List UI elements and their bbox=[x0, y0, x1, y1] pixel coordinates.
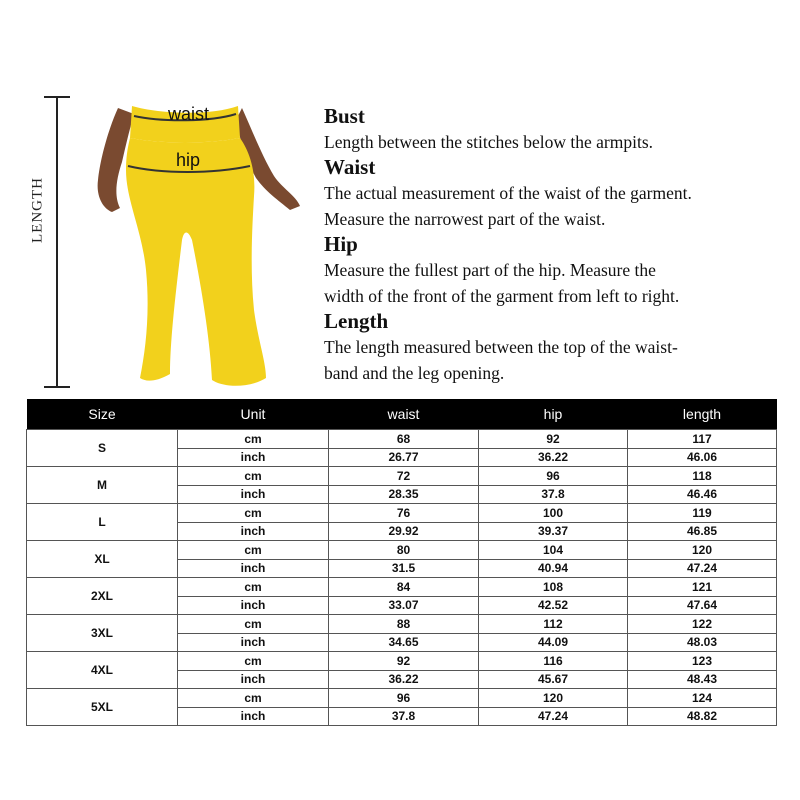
length-heading: Length bbox=[324, 309, 389, 333]
size-cell: 4XL bbox=[27, 652, 178, 689]
size-cell: XL bbox=[27, 541, 178, 578]
table-row bbox=[27, 541, 777, 560]
waist-cell: 88 bbox=[329, 615, 479, 634]
hip-cell: 37.8 bbox=[479, 485, 628, 504]
length-cell: 48.43 bbox=[628, 670, 777, 689]
size-cell: S bbox=[27, 430, 178, 467]
hip-text-2: width of the front of the garment from left to right. bbox=[324, 286, 680, 306]
waist-cell: 84 bbox=[329, 578, 479, 597]
waist-text-2: Measure the narrowest part of the waist. bbox=[324, 209, 606, 229]
size-cell: L bbox=[27, 504, 178, 541]
table-body bbox=[27, 430, 777, 726]
waist-cell: 28.35 bbox=[329, 485, 479, 504]
waist-cell: 37.8 bbox=[329, 707, 479, 726]
length-cell: 117 bbox=[628, 430, 777, 449]
length-text-1: The length measured between the top of the waist- bbox=[324, 337, 678, 357]
hip-cell: 116 bbox=[479, 652, 628, 671]
unit-cell: inch bbox=[178, 707, 329, 726]
length-cell: 46.06 bbox=[628, 448, 777, 467]
length-cell: 46.46 bbox=[628, 485, 777, 504]
hip-cell: 47.24 bbox=[479, 707, 628, 726]
size-table bbox=[26, 399, 777, 726]
waist-cell: 34.65 bbox=[329, 633, 479, 652]
waist-heading: Waist bbox=[324, 155, 376, 179]
ruler-label: LENGTH bbox=[29, 177, 46, 243]
size-cell: 3XL bbox=[27, 615, 178, 652]
table-row bbox=[27, 615, 777, 634]
pants-body-shape bbox=[126, 138, 266, 386]
ruler-bottom-cap bbox=[44, 386, 70, 388]
unit-cell: inch bbox=[178, 448, 329, 467]
hip-cell: 112 bbox=[479, 615, 628, 634]
waist-cell: 80 bbox=[329, 541, 479, 560]
length-ruler bbox=[44, 96, 70, 388]
hip-cell: 96 bbox=[479, 467, 628, 486]
table-row bbox=[27, 578, 777, 597]
waist-label: waist bbox=[168, 104, 210, 124]
waist-cell: 76 bbox=[329, 504, 479, 523]
hip-cell: 39.37 bbox=[479, 522, 628, 541]
hip-cell: 120 bbox=[479, 689, 628, 708]
length-cell: 119 bbox=[628, 504, 777, 523]
unit-cell: cm bbox=[178, 467, 329, 486]
waist-text-1: The actual measurement of the waist of the garment. bbox=[324, 183, 692, 203]
waist-cell: 26.77 bbox=[329, 448, 479, 467]
unit-cell: cm bbox=[178, 689, 329, 708]
pants-illustration bbox=[90, 100, 310, 392]
size-cell: M bbox=[27, 467, 178, 504]
header-length: length bbox=[628, 399, 777, 430]
unit-cell: cm bbox=[178, 430, 329, 449]
length-cell: 47.24 bbox=[628, 559, 777, 578]
unit-cell: inch bbox=[178, 633, 329, 652]
unit-cell: inch bbox=[178, 596, 329, 615]
length-cell: 118 bbox=[628, 467, 777, 486]
bust-section bbox=[324, 104, 794, 155]
bust-text-1: Length between the stitches below the armpits. bbox=[324, 132, 654, 152]
length-cell: 124 bbox=[628, 689, 777, 708]
unit-cell: inch bbox=[178, 670, 329, 689]
length-text-2: band and the leg opening. bbox=[324, 363, 505, 383]
hip-cell: 42.52 bbox=[479, 596, 628, 615]
length-cell: 48.82 bbox=[628, 707, 777, 726]
size-chart bbox=[26, 399, 776, 726]
size-cell: 2XL bbox=[27, 578, 178, 615]
waist-section bbox=[324, 155, 794, 232]
unit-cell: cm bbox=[178, 615, 329, 634]
length-cell: 46.85 bbox=[628, 522, 777, 541]
unit-cell: cm bbox=[178, 541, 329, 560]
header-size: Size bbox=[27, 399, 178, 430]
length-cell: 48.03 bbox=[628, 633, 777, 652]
table-row bbox=[27, 504, 777, 523]
hip-cell: 92 bbox=[479, 430, 628, 449]
pants-figure bbox=[90, 100, 310, 392]
table-row bbox=[27, 652, 777, 671]
waist-cell: 92 bbox=[329, 652, 479, 671]
length-cell: 120 bbox=[628, 541, 777, 560]
header-waist: waist bbox=[329, 399, 479, 430]
hip-cell: 108 bbox=[479, 578, 628, 597]
waist-cell: 36.22 bbox=[329, 670, 479, 689]
hip-heading: Hip bbox=[324, 232, 358, 256]
waist-cell: 68 bbox=[329, 430, 479, 449]
waist-cell: 72 bbox=[329, 467, 479, 486]
hip-cell: 40.94 bbox=[479, 559, 628, 578]
length-cell: 123 bbox=[628, 652, 777, 671]
hip-cell: 36.22 bbox=[479, 448, 628, 467]
hip-label: hip bbox=[176, 150, 201, 170]
hip-cell: 100 bbox=[479, 504, 628, 523]
hip-text-1: Measure the fullest part of the hip. Measure the bbox=[324, 260, 656, 280]
length-cell: 122 bbox=[628, 615, 777, 634]
size-cell: 5XL bbox=[27, 689, 178, 726]
waist-cell: 29.92 bbox=[329, 522, 479, 541]
table-header-row bbox=[27, 399, 777, 430]
length-section bbox=[324, 309, 794, 386]
table-row bbox=[27, 689, 777, 708]
header-unit: Unit bbox=[178, 399, 329, 430]
header-hip: hip bbox=[479, 399, 628, 430]
waist-cell: 33.07 bbox=[329, 596, 479, 615]
hip-cell: 45.67 bbox=[479, 670, 628, 689]
unit-cell: cm bbox=[178, 504, 329, 523]
hip-cell: 44.09 bbox=[479, 633, 628, 652]
hip-section bbox=[324, 232, 794, 309]
waist-cell: 96 bbox=[329, 689, 479, 708]
ruler-line bbox=[56, 96, 58, 388]
length-cell: 121 bbox=[628, 578, 777, 597]
table-row bbox=[27, 430, 777, 449]
unit-cell: cm bbox=[178, 578, 329, 597]
bust-heading: Bust bbox=[324, 104, 365, 128]
waist-cell: 31.5 bbox=[329, 559, 479, 578]
unit-cell: inch bbox=[178, 522, 329, 541]
unit-cell: cm bbox=[178, 652, 329, 671]
length-cell: 47.64 bbox=[628, 596, 777, 615]
unit-cell: inch bbox=[178, 559, 329, 578]
table-row bbox=[27, 467, 777, 486]
unit-cell: inch bbox=[178, 485, 329, 504]
measurement-descriptions bbox=[324, 104, 794, 386]
hip-cell: 104 bbox=[479, 541, 628, 560]
